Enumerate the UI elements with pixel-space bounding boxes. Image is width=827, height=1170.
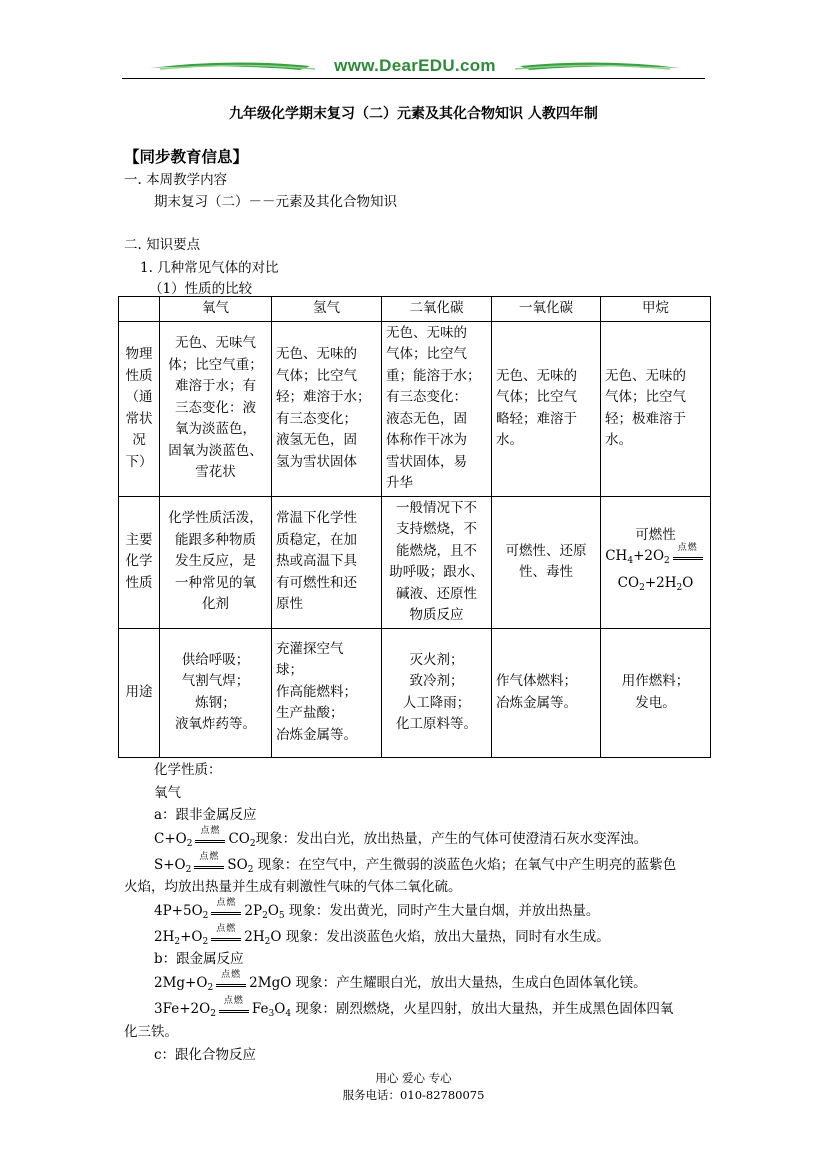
- item-1-heading: 1. 几种常见气体的对比: [140, 260, 279, 276]
- cell-uses-oxygen: 供给呼吸； 气割气焊； 炼钢； 液氧炸药等。: [160, 628, 272, 757]
- reaction-group-c: c：跟化合物反应: [154, 1047, 257, 1063]
- row-label-chemical: 主要 化学 性质: [119, 496, 160, 628]
- cell-chemical-co: 可燃性、还原 性、毒性: [492, 496, 601, 628]
- reaction-sulfur: $S+O_2$ 点燃 $SO_2$ 现象：在空气中，产生微弱的淡蓝色火焰；在氧气中产生明亮的蓝紫色: [154, 851, 677, 875]
- header-cell-co: 一氧化碳: [492, 297, 601, 322]
- header-rule: [122, 78, 705, 79]
- header-cell-methane: 甲烷: [601, 297, 711, 322]
- chem-heading: 化学性质：: [154, 762, 222, 778]
- reaction-group-b: b：跟金属反应: [154, 951, 244, 967]
- header-banner: [150, 56, 680, 80]
- table-row-physical: [119, 321, 711, 496]
- cell-chemical-methane: 可燃性 $CH_4+2O_2$ 点燃 $CO_2+2H_2O$: [601, 496, 711, 628]
- table-row-chemical: [119, 496, 711, 628]
- footer-slogan: 用心 爱心 专心: [375, 1071, 452, 1085]
- subitem-1-heading: （1）性质的比较: [149, 281, 253, 297]
- reaction-sulfur-cont: 火焰，均放出热量并生成有刺激性气味的气体二氧化硫。: [124, 879, 462, 895]
- cell-physical-co: 无色、无味的 气体；比空气 略轻；难溶于 水。: [492, 321, 601, 496]
- section-1-content: 期末复习（二）－－元素及其化合物知识: [154, 194, 397, 210]
- reaction-arrow: 点燃: [217, 1003, 251, 1017]
- cell-chemical-co2: 一般情况下不 支持燃烧，不 能燃烧，且不 助呼吸；跟水、 碱液、还原性 物质反应: [382, 496, 492, 628]
- reaction-iron: $3Fe+2O_2$ 点燃 $Fe_3O_4$ 现象：剧烈燃烧，火星四射，放出大量热，并生成黑色固体四氧: [154, 995, 674, 1019]
- header-cell-empty: [119, 297, 160, 322]
- cell-physical-methane: 无色、无味的 气体；比空气 轻；极难溶于 水。: [601, 321, 711, 496]
- row-label-physical: 物理 性质 （通 常状 况下）: [119, 321, 160, 496]
- gas-comparison-table: [118, 296, 711, 758]
- cell-chemical-hydrogen: 常温下化学性 质稳定，在加 热或高温下具 有可燃性和还 原性: [272, 496, 382, 628]
- cell-physical-oxygen: 无色、无味气 体；比空气重； 难溶于水；有 三态变化：液 氧为淡蓝色， 固氧为淡蓝色、 雪花状: [160, 321, 272, 496]
- header-cell-hydrogen: 氢气: [272, 297, 382, 322]
- section-heading: 【同步教育信息】: [124, 147, 249, 166]
- table-row-uses: [119, 628, 711, 757]
- cell-uses-co2: 灭火剂； 致冷剂； 人工降雨； 化工原料等。: [382, 628, 492, 757]
- document-title: 九年级化学期末复习（二）元素及其化合物知识 人教四年制: [229, 106, 598, 122]
- cell-uses-methane: 用作燃料； 发电。: [601, 628, 711, 757]
- section-2-heading: 二. 知识要点: [124, 237, 201, 253]
- cell-uses-co: 作气体燃料； 冶炼金属等。: [492, 628, 601, 757]
- reaction-arrow: 点燃: [209, 931, 243, 945]
- methane-combustion-equation: $CH_4+2O_2$ 点燃: [605, 546, 706, 573]
- cell-physical-co2: 无色、无味的 气体；比空气 重；能溶于水； 有三态变化： 液态无色，固 体称作干冰为 雪状固体，易 升华: [382, 321, 492, 496]
- reaction-iron-cont: 化三铁。: [124, 1024, 178, 1040]
- footer-phone: 服务电话：010-82780075: [342, 1088, 485, 1102]
- reaction-arrow: 点燃: [193, 833, 227, 847]
- table-header-row: [119, 297, 711, 322]
- cell-chemical-oxygen: 化学性质活泼， 能跟多种物质 发生反应，是 一种常见的氧 化剂: [160, 496, 272, 628]
- cell-physical-hydrogen: 无色、无味的 气体；比空气 轻；难溶于水； 有三态变化； 液氢无色，固 氢为雪状固体: [272, 321, 382, 496]
- site-logo: www.DearEDU.com: [334, 56, 496, 75]
- section-1-heading: 一. 本周教学内容: [124, 172, 228, 188]
- header-cell-oxygen: 氧气: [160, 297, 272, 322]
- reaction-carbon: $C+O_2$ 点燃 $CO_2$现象：发出白光，放出热量，产生的气体可使澄清石灰水变浑浊。: [154, 825, 648, 849]
- reaction-phosphorus: $4P+5O_2$ 点燃 $2P_2O_5$ 现象：发出黄光，同时产生大量白烟，并放出热量。: [154, 897, 600, 921]
- reaction-arrow: 点燃: [214, 977, 248, 991]
- cell-uses-hydrogen: 充灌探空气 球； 作高能燃料； 生产盐酸； 冶炼金属等。: [272, 628, 382, 757]
- reaction-arrow: 点燃: [192, 859, 226, 873]
- row-label-uses: 用途: [119, 628, 160, 757]
- reaction-arrow: 点燃: [671, 550, 705, 564]
- header-cell-co2: 二氧化碳: [382, 297, 492, 322]
- reaction-arrow: 点燃: [209, 905, 243, 919]
- reaction-magnesium: $2Mg+O_2$ 点燃 2MgO 现象：产生耀眼白光，放出大量热，生成白色固体氧化镁。: [154, 969, 647, 993]
- reaction-group-a: a：跟非金属反应: [154, 807, 257, 823]
- oxygen-subheading: 氧气: [154, 785, 181, 801]
- reaction-hydrogen: $2H_2+O_2$ 点燃 $2H_2O$ 现象：发出淡蓝色火焰，放出大量热，同时有水生成。: [154, 923, 610, 947]
